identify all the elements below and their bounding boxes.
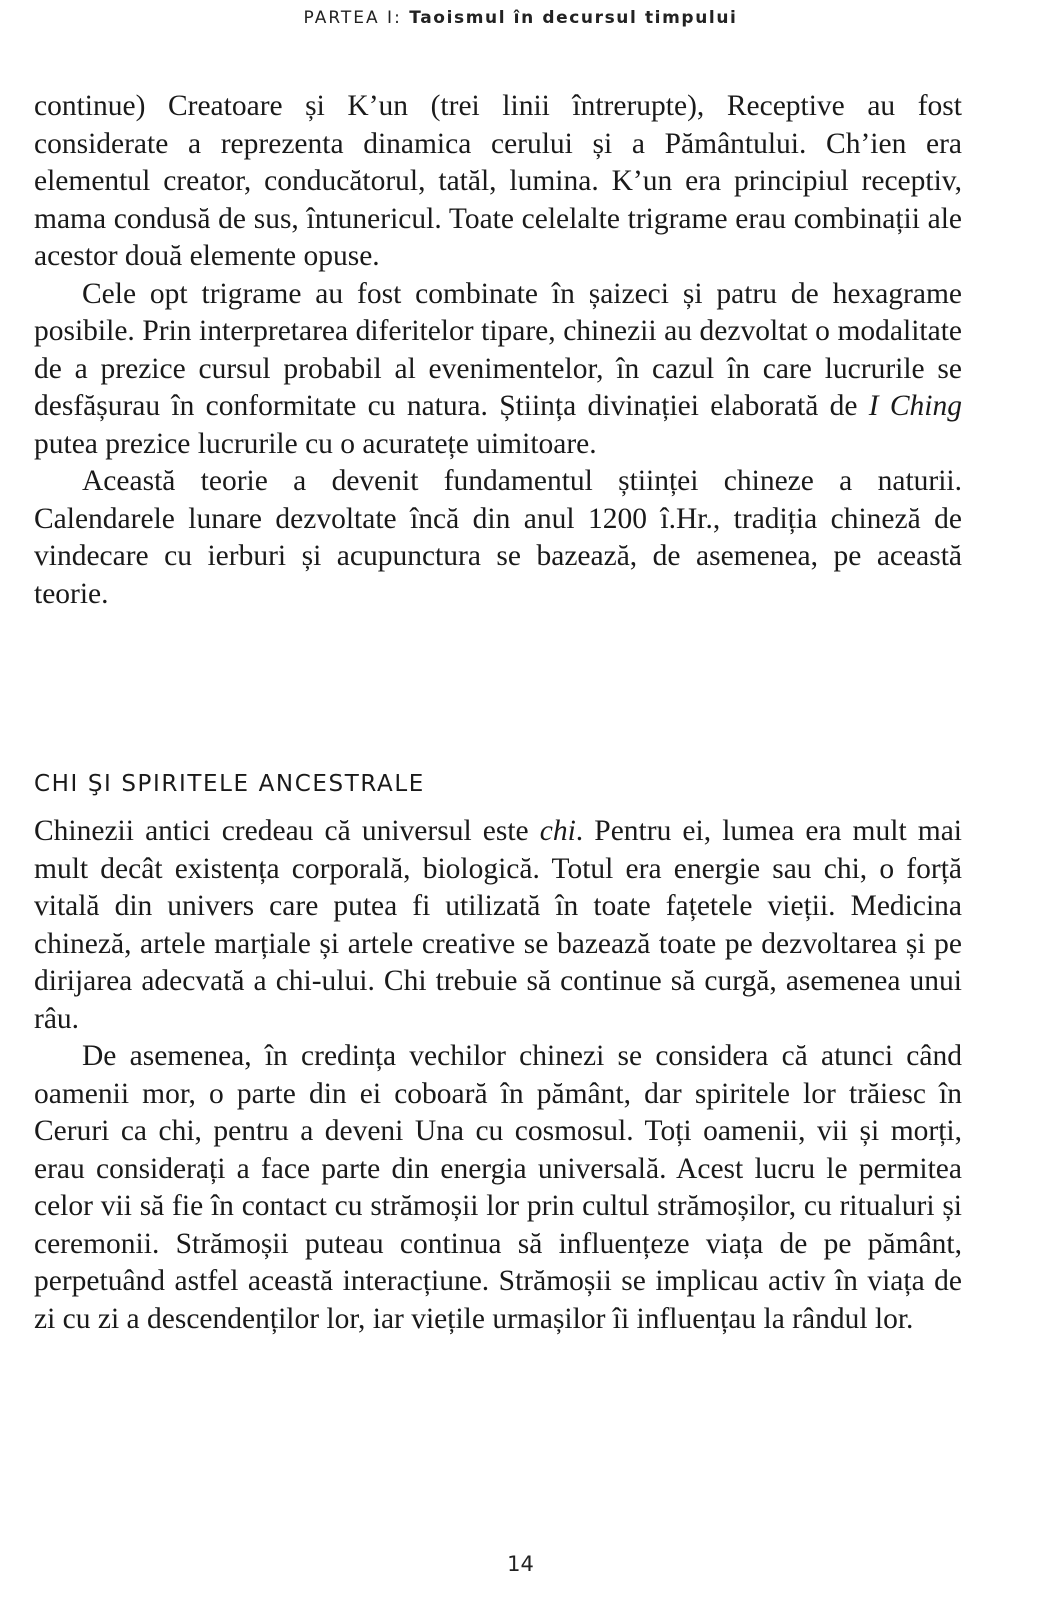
paragraph: continue) Creatoare și K’un (trei linii întrerupte), Receptive au fost considerate a reprezenta dinamica cerului și a Pământului. Ch’ien era elementul creator, conducătorul, tatăl, lumina. K’un era principiul receptiv, mama condusă de sus, întunericul. Toate celelalte trigrame erau combinații ale acestor două elemente opuse. bbox=[34, 90, 962, 272]
chapter-title: Taoismul în decursul timpului bbox=[409, 8, 738, 28]
paragraph: Această teorie a devenit fundamentul științei chineze a naturii. Calendarele lunare dezvoltate încă din anul 1200 î.Hr., tradiția chineză de vindecare cu ierburi și acupunctura se bazează, de asemenea, pe această teorie. bbox=[34, 465, 962, 610]
book-title: I Ching bbox=[868, 390, 963, 422]
italic-term: chi bbox=[539, 815, 576, 847]
paragraph bbox=[34, 276, 962, 464]
text-run: putea prezice lucrurile cu o acuratețe uimitoare. bbox=[34, 427, 597, 460]
text-run: Cele opt trigrame au fost combinate în șaizeci și patru de hexagrame posibile. Prin interpretarea diferitelor tipare, chinezii au dezvoltat o modalitate de a prezice cursul probabil al evenimentelor, în cazul în care lucrurile se desfășurau în conformitate cu natura. Știința divinației elaborată de bbox=[34, 277, 962, 422]
body-text bbox=[34, 88, 962, 613]
section-heading: CHI ŞI SPIRITELE ANCESTRALE bbox=[34, 771, 425, 797]
page-number: 14 bbox=[507, 1552, 534, 1576]
section-body-text bbox=[34, 813, 962, 1338]
paragraph bbox=[34, 813, 962, 1038]
part-label: PARTEA I: bbox=[303, 8, 410, 28]
running-header bbox=[0, 8, 1041, 28]
paragraph: De asemenea, în credința vechilor chinezi se considera că atunci când oamenii mor, o parte din ei coboară în pământ, dar spiritele lor trăiesc în Ceruri ca chi, pentru a deveni Una cu cosmosul. Toți oamenii, vii și morți, erau considerați a face parte din energia universală. Acest lucru le permitea celor vii să fie în contact cu strămoșii lor prin cultul strămoșilor, cu ritualuri și ceremonii. Strămoșii puteau continua să influențeze viața de pe pământ, perpetuând astfel această interacțiune. Strămoșii se implicau activ în viața de zi cu zi a descendenților lor, iar viețile urmașilor îi influențau la rândul lor. bbox=[34, 1040, 962, 1335]
text-run: Chinezii antici credeau că universul este bbox=[34, 815, 540, 847]
text-run: . Pentru ei, lumea era mult mai mult decât existența corporală, biologică. Totul era energie sau chi, o forță vitală din univers care putea fi utilizată în toate fațetele vieții. Medicina chineză, artele marțiale și artele creative se bazează toate pe dezvoltarea și pe dirijarea adecvată a chi-ului. Chi trebuie să continue să curgă, asemenea unui râu. bbox=[34, 815, 962, 1035]
